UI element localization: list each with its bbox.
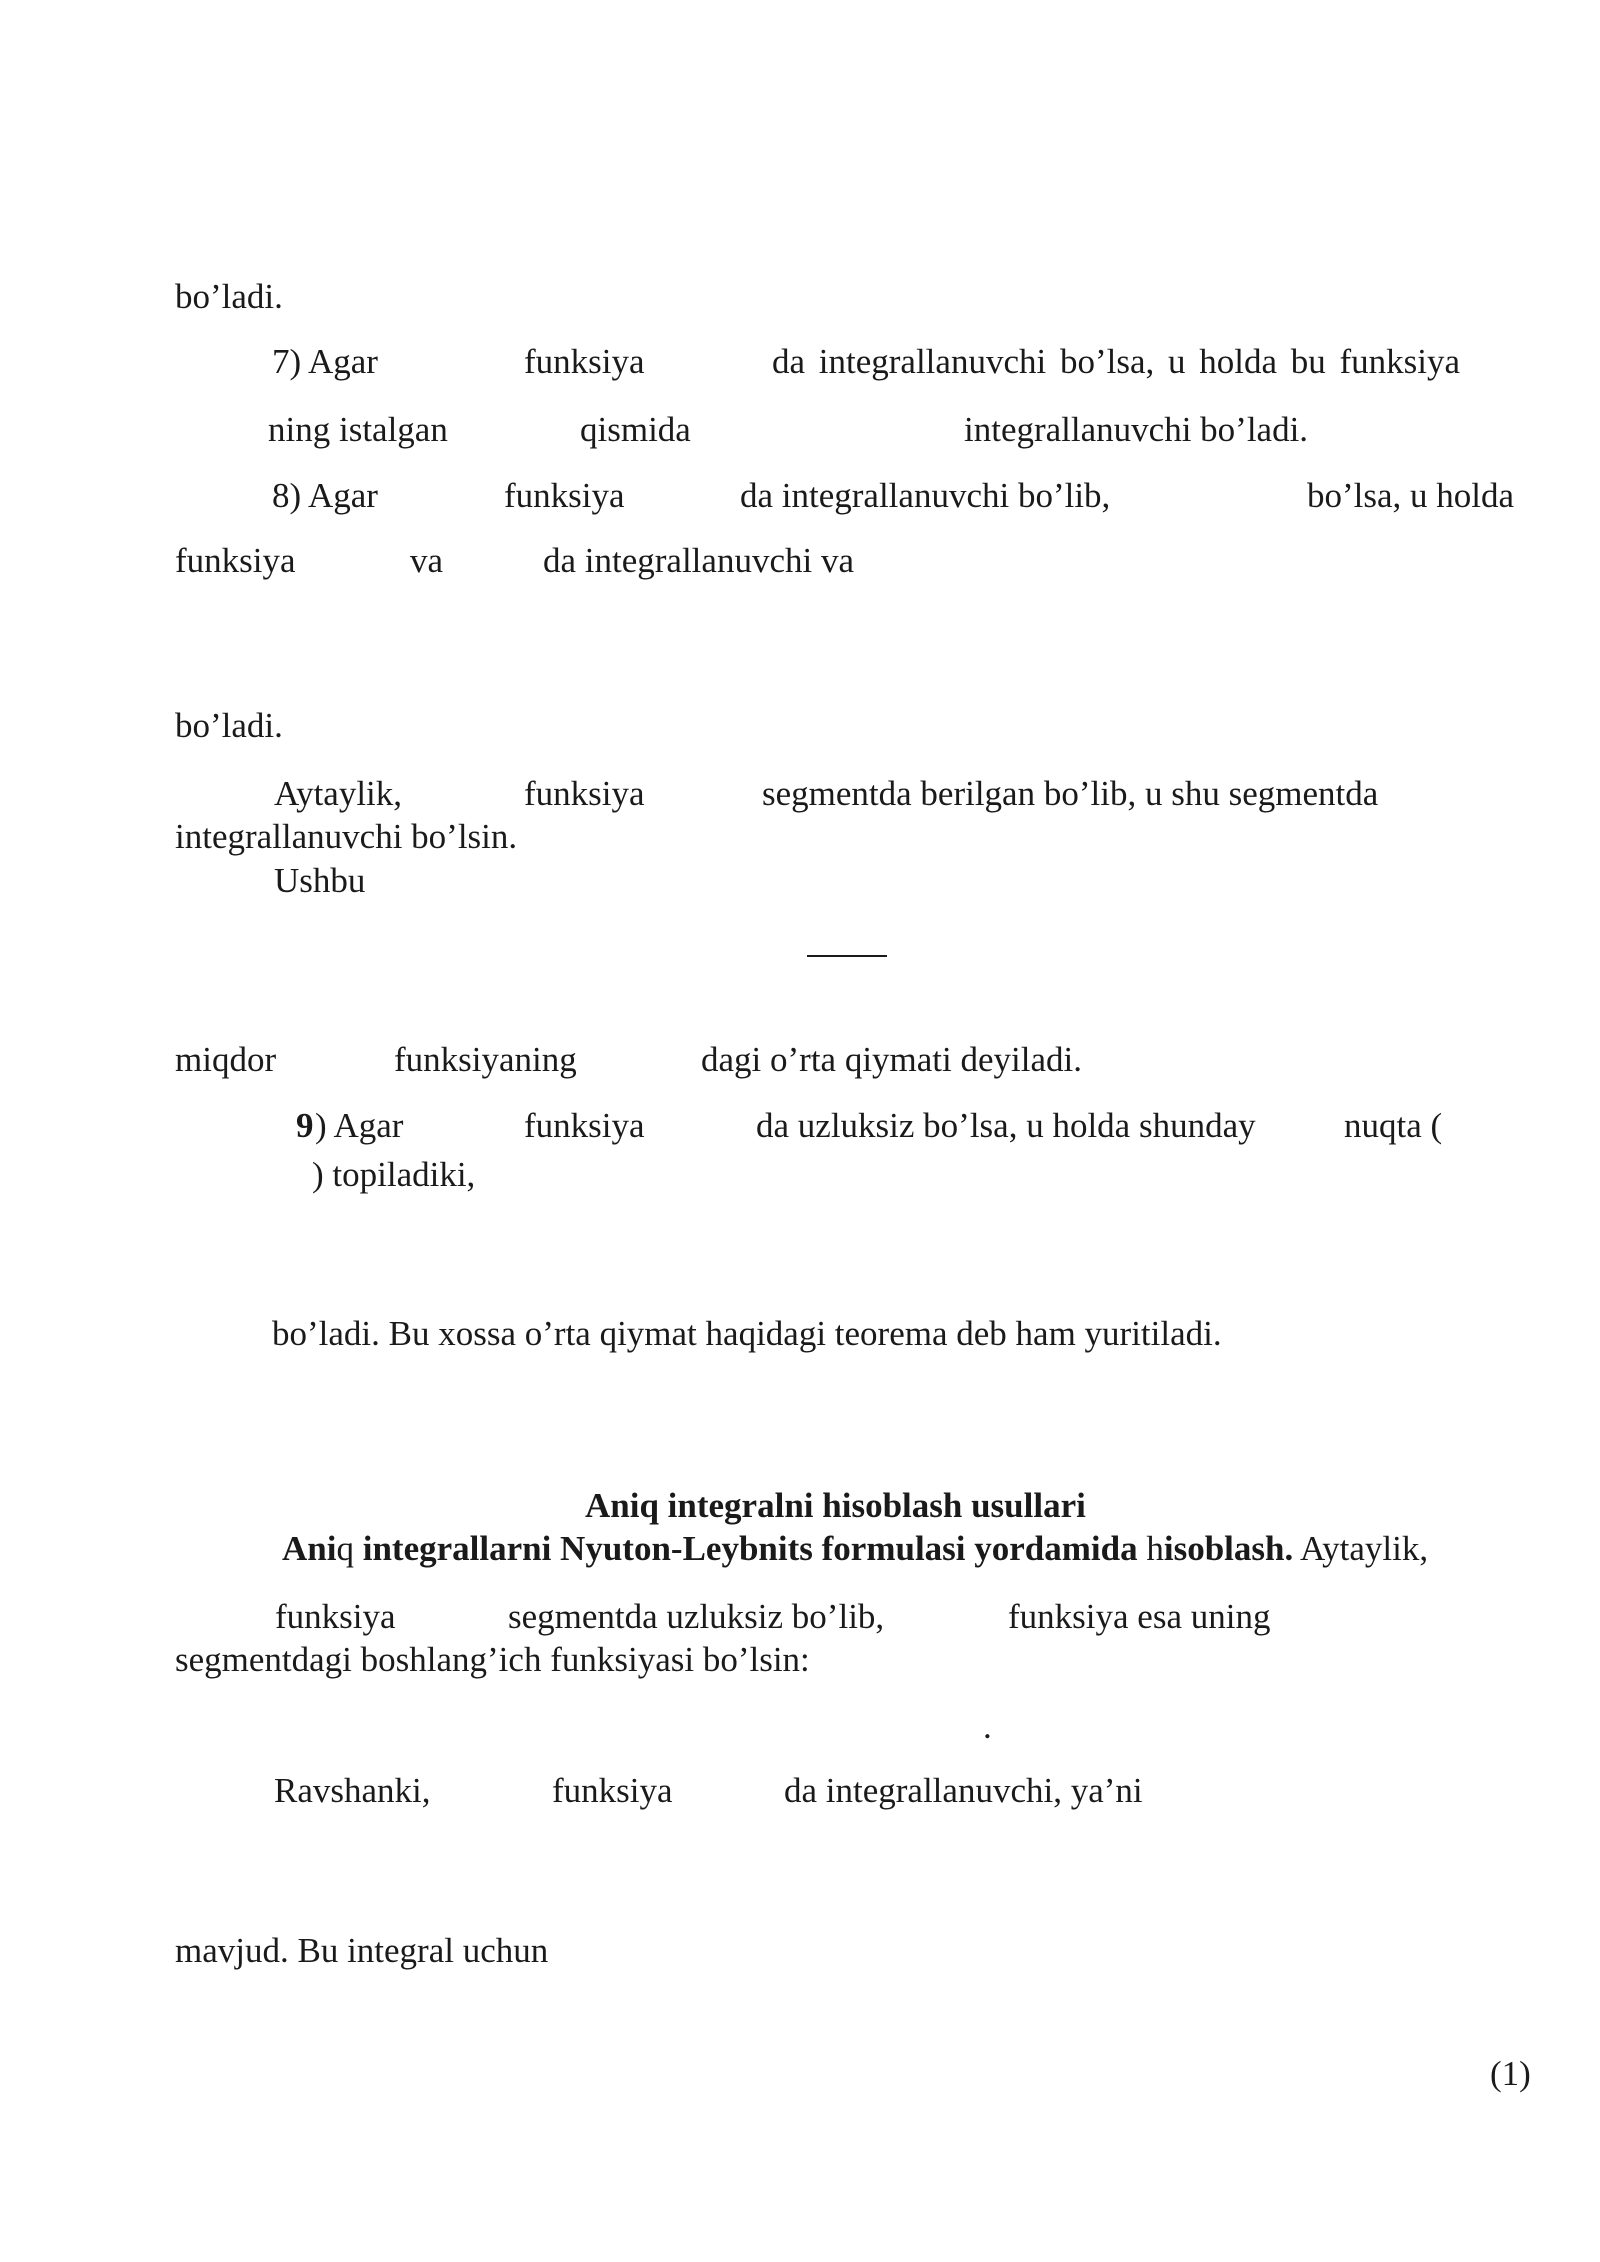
text-fragment: funksiyaning [394,1040,577,1079]
text-fragment: 7) Agar [272,342,378,381]
text-fragment: integrallanuvchi bo’lsin. [175,817,518,856]
text-fragment: ning istalgan [268,410,448,449]
text-fragment: da integrallanuvchi va [543,541,854,580]
text-fragment: funksiya [524,774,645,813]
subsection-title [282,1529,1428,1569]
text-fragment: dagi o’rta qiymati deyiladi. [701,1040,1083,1079]
text-fragment: . [983,1707,992,1746]
text-fragment: funksiya [524,1106,645,1145]
text-fragment: bo’ladi. [175,277,283,316]
text-fragment: miqdor [175,1040,277,1079]
text-fragment: ) Agar [315,1106,404,1145]
equation-number: (1) [1490,2054,1531,2093]
text-fragment: segmentda berilgan bo’lib, u shu segmentda [762,774,1379,813]
text-fragment: ) topiladiki, [312,1155,476,1194]
section-heading: Aniq integralni hisoblash usullari [585,1486,1086,1525]
item-number: 9 [296,1106,314,1145]
title-part: Ani [282,1529,337,1568]
text-fragment: Ushbu [274,861,366,900]
text-fragment: funksiya esa uning [1008,1597,1271,1636]
text-fragment: funksiya [504,476,625,515]
title-part: integrallarni Nyuton-Leybnits formulasi yordamida [353,1529,1147,1568]
text-fragment: segmentdagi boshlang’ich funksiyasi bo’lsin: [175,1640,810,1679]
text-fragment: funksiya [524,342,645,381]
text-fragment: 8) Agar [272,476,378,515]
text-fragment: bo’ladi. [175,706,283,745]
text-fragment: qismida [580,410,691,449]
text-fragment: da integrallanuvchi bo’lsa, u holda bu funksiya [772,342,1461,381]
text-fragment: segmentda uzluksiz bo’lib, [508,1597,885,1636]
text-fragment: va [410,541,444,580]
text-fragment: integrallanuvchi bo’ladi. [964,410,1309,449]
text-fragment: funksiya [275,1597,396,1636]
text-fragment: nuqta ( [1344,1106,1443,1145]
text-fragment: da integrallanuvchi bo’lib, [740,476,1111,515]
text-fragment: Aytaylik, [274,774,403,813]
title-part: h [1146,1529,1164,1568]
text-fragment: mavjud. Bu integral uchun [175,1931,549,1970]
text-fragment: bo’lsa, u holda [1307,476,1515,515]
title-part: q [336,1529,354,1568]
title-part: Aytaylik, [1293,1529,1429,1568]
text-fragment: bo’ladi. Bu xossa o’rta qiymat haqidagi teorema deb ham yuritiladi. [272,1314,1222,1353]
text-fragment: funksiya [552,1771,673,1810]
title-part: isoblash. [1163,1529,1294,1568]
text-fragment: Ravshanki, [274,1771,431,1810]
text-fragment: funksiya [175,541,296,580]
fraction-bar [807,955,887,957]
text-fragment: da integrallanuvchi, ya’ni [784,1771,1143,1810]
text-fragment: da uzluksiz bo’lsa, u holda shunday [756,1106,1256,1145]
